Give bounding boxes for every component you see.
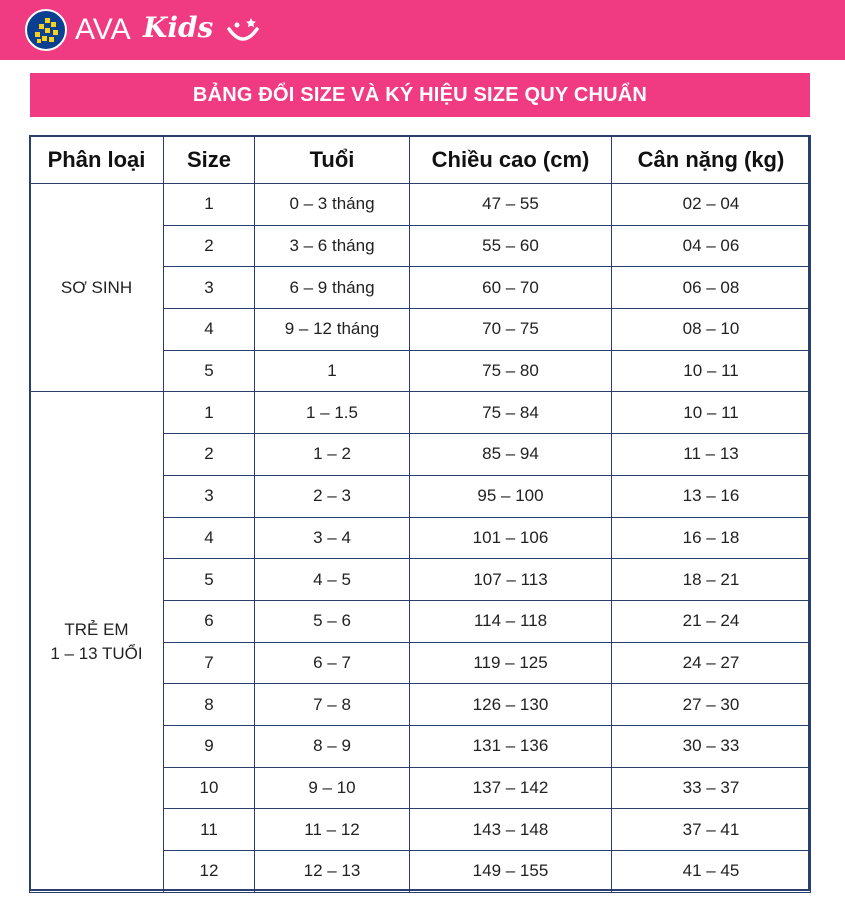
age-cell: 6 – 7 [255, 642, 410, 684]
age-cell: 1 – 2 [255, 434, 410, 476]
size-cell: 2 [164, 434, 255, 476]
height-cell: 101 – 106 [410, 517, 612, 559]
weight-cell: 30 – 33 [612, 725, 811, 767]
brand-name-ava: AVA [75, 13, 131, 46]
size-cell: 4 [164, 309, 255, 351]
age-cell: 1 – 1.5 [255, 392, 410, 434]
header-size: Size [164, 136, 255, 184]
category-label-line1: TRẺ EM [64, 620, 129, 640]
weight-cell: 13 – 16 [612, 475, 811, 517]
height-cell: 149 – 155 [410, 851, 612, 893]
weight-cell: 33 – 37 [612, 767, 811, 809]
height-cell: 137 – 142 [410, 767, 612, 809]
age-cell: 12 – 13 [255, 851, 410, 893]
table-row [30, 392, 811, 434]
weight-cell: 10 – 11 [612, 392, 811, 434]
size-cell: 7 [164, 642, 255, 684]
size-cell: 3 [164, 475, 255, 517]
page-title: BẢNG ĐỔI SIZE VÀ KÝ HIỆU SIZE QUY CHUẨN [30, 73, 810, 117]
weight-cell: 27 – 30 [612, 684, 811, 726]
age-cell: 5 – 6 [255, 600, 410, 642]
size-cell: 8 [164, 684, 255, 726]
header-bar [0, 0, 845, 60]
weight-cell: 04 – 06 [612, 225, 811, 267]
table-header-row [30, 136, 811, 184]
age-cell: 8 – 9 [255, 725, 410, 767]
height-cell: 95 – 100 [410, 475, 612, 517]
size-cell: 1 [164, 184, 255, 226]
size-cell: 10 [164, 767, 255, 809]
category-cell [30, 184, 164, 392]
weight-cell: 21 – 24 [612, 600, 811, 642]
brand-logo[interactable] [25, 9, 265, 51]
size-cell: 3 [164, 267, 255, 309]
age-cell: 0 – 3 tháng [255, 184, 410, 226]
height-cell: 70 – 75 [410, 309, 612, 351]
weight-cell: 11 – 13 [612, 434, 811, 476]
age-cell: 3 – 4 [255, 517, 410, 559]
weight-cell: 06 – 08 [612, 267, 811, 309]
weight-cell: 37 – 41 [612, 809, 811, 851]
size-cell: 11 [164, 809, 255, 851]
size-cell: 4 [164, 517, 255, 559]
category-cell [30, 392, 164, 892]
age-cell: 6 – 9 tháng [255, 267, 410, 309]
height-cell: 55 – 60 [410, 225, 612, 267]
size-cell: 9 [164, 725, 255, 767]
height-cell: 60 – 70 [410, 267, 612, 309]
weight-cell: 02 – 04 [612, 184, 811, 226]
age-cell: 9 – 10 [255, 767, 410, 809]
age-cell: 2 – 3 [255, 475, 410, 517]
header-category: Phân loại [30, 136, 164, 184]
category-label-line2: 1 – 13 TUỔI [50, 644, 143, 664]
height-cell: 75 – 84 [410, 392, 612, 434]
weight-cell: 41 – 45 [612, 851, 811, 893]
header-height: Chiều cao (cm) [410, 136, 612, 184]
size-cell: 5 [164, 559, 255, 601]
height-cell: 143 – 148 [410, 809, 612, 851]
header-age: Tuổi [255, 136, 410, 184]
size-cell: 1 [164, 392, 255, 434]
age-cell: 9 – 12 tháng [255, 309, 410, 351]
age-cell: 1 [255, 350, 410, 392]
height-cell: 47 – 55 [410, 184, 612, 226]
age-cell: 11 – 12 [255, 809, 410, 851]
age-cell: 7 – 8 [255, 684, 410, 726]
table-row [30, 184, 811, 226]
height-cell: 119 – 125 [410, 642, 612, 684]
size-cell: 6 [164, 600, 255, 642]
size-chart-table [29, 135, 811, 893]
height-cell: 85 – 94 [410, 434, 612, 476]
brand-name-kids: Kids [143, 11, 214, 44]
height-cell: 114 – 118 [410, 600, 612, 642]
smile-moon-icon [223, 15, 263, 49]
category-label-line1: SƠ SINH [60, 277, 133, 297]
size-cell: 2 [164, 225, 255, 267]
height-cell: 75 – 80 [410, 350, 612, 392]
logo-emblem-icon [25, 9, 67, 51]
size-cell: 12 [164, 851, 255, 893]
height-cell: 126 – 130 [410, 684, 612, 726]
age-cell: 3 – 6 tháng [255, 225, 410, 267]
height-cell: 131 – 136 [410, 725, 612, 767]
weight-cell: 18 – 21 [612, 559, 811, 601]
age-cell: 4 – 5 [255, 559, 410, 601]
weight-cell: 10 – 11 [612, 350, 811, 392]
weight-cell: 24 – 27 [612, 642, 811, 684]
weight-cell: 08 – 10 [612, 309, 811, 351]
height-cell: 107 – 113 [410, 559, 612, 601]
weight-cell: 16 – 18 [612, 517, 811, 559]
header-weight: Cân nặng (kg) [612, 136, 811, 184]
size-cell: 5 [164, 350, 255, 392]
